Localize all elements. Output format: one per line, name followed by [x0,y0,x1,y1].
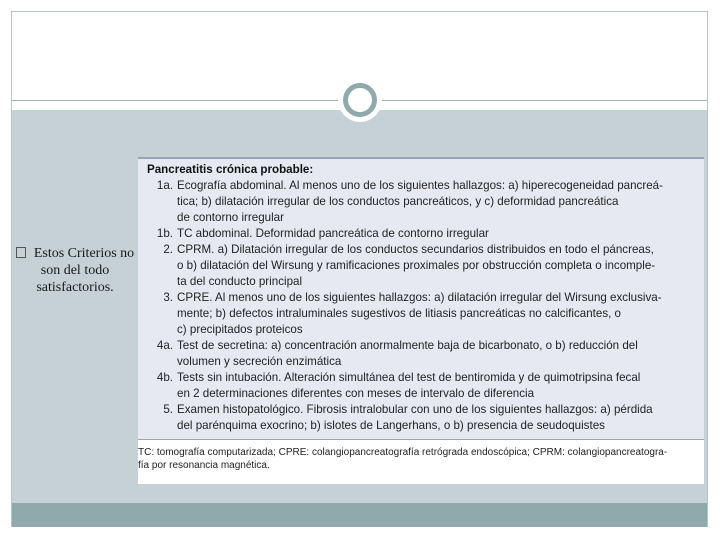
table-row [147,322,700,338]
bullet-point [14,245,136,296]
row-text: Examen histopatológico. Fibrosis intralobular con uno de los siguientes hallazgos: a) pérdida [177,403,653,416]
row-number: 2. [163,243,173,256]
row-text: o b) dilatación del Wirsung y ramificaciones proximales por obstrucción completa o incomple- [177,259,656,272]
row-text: CPRM. a) Dilatación irregular de los conductos secundarios distribuidos en todo el páncreas, [177,243,654,256]
row-text: de contorno irregular [177,211,284,224]
table-row [147,258,700,274]
table-row [147,226,700,242]
row-text: c) precipitados proteicos [177,323,303,336]
row-number: 3. [163,291,173,304]
row-text: tica; b) dilatación irregular de los conductos pancreáticos, y c) deformidad pancreática [177,195,619,208]
row-text: CPRE. Al menos uno de los siguientes hallazgos: a) dilatación irregular del Wirsung exclusiva- [177,291,662,304]
table-row [147,274,700,290]
table-row [147,354,700,370]
row-number: 4a. [156,339,173,352]
table-footnote [138,446,704,472]
row-number: 1a. [156,179,173,192]
table-row [147,242,700,258]
table-row [147,290,700,306]
table-row [147,370,700,386]
footer-band [12,503,707,527]
bullet-text: Estos Criterios no son del todo satisfactorios. [33,246,135,295]
row-number [147,274,177,290]
table-row [147,194,700,210]
row-text: ta del conducto principal [177,275,303,288]
row-number [147,418,177,434]
table-heading: Pancreatitis crónica probable: [147,163,314,176]
row-number [147,354,177,370]
row-text: del parénquima exocrino; b) islotes de Langerhans, o b) presencia de seudoquistes [177,419,605,432]
row-text: en 2 determinaciones diferentes con meses de intervalo de diferencia [177,387,535,400]
row-number [147,210,177,226]
row-number [147,258,177,274]
table-row [147,386,700,402]
row-text: Test de secretina: a) concentración anormalmente baja de bicarbonato, o b) reducción del [177,339,638,352]
criteria-table-image [138,157,704,484]
table-row [147,306,700,322]
row-text: TC abdominal. Deformidad pancreática de contorno irregular [177,227,489,240]
criteria-table [138,157,704,440]
table-row [147,178,700,194]
table-row [147,402,700,418]
row-number: 1b. [156,227,173,240]
row-number [147,194,177,210]
row-text: volumen y secreción enzimática [177,355,342,368]
row-text: Tests sin intubación. Alteración simultánea del test de bentiromida y de quimotripsina fecal [177,371,641,384]
circle-ornament-icon [338,78,382,122]
footnote-line: fía por resonancia magnética. [138,460,270,471]
row-number [147,306,177,322]
row-number [147,386,177,402]
row-text: mente; b) defectos intraluminales sugestivos de litiasis pancreáticas no calcificantes, o [177,307,622,320]
circle-ring [343,83,377,117]
footnote-line: TC: tomografía computarizada; CPRE: colangiopancreatografía retrógrada endoscópica; CPRM: colangiopancreatogra- [138,447,668,458]
table-row [147,418,700,434]
square-bullet-icon [16,247,26,258]
row-number: 4b. [156,371,173,384]
table-row [147,338,700,354]
row-number [147,322,177,338]
row-text: Ecografía abdominal. Al menos uno de los siguientes hallazgos: a) hiperecogeneidad pancreá- [177,179,663,192]
table-row [147,210,700,226]
row-number: 5. [163,403,173,416]
